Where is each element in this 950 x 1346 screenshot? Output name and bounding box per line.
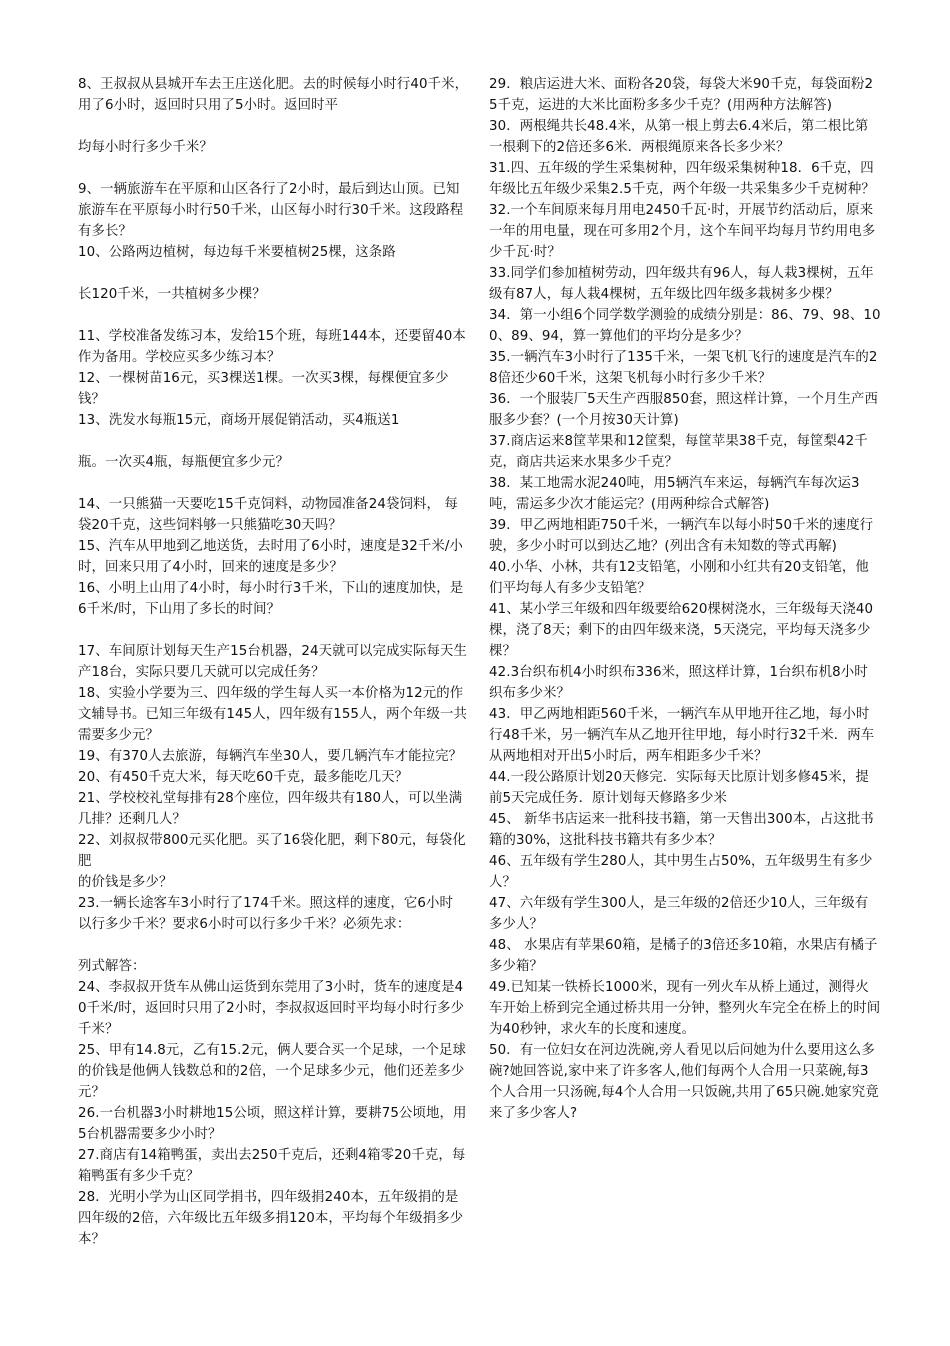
problem-22: 22、刘叔叔带800元买化肥。买了16袋化肥，剩下80元，每袋化肥 (78, 833, 466, 869)
problem-23-answer-label: 列式解答： (78, 959, 146, 974)
problem-36: 36．一个服装厂5天生产西服850套，照这样计算，一个月生产西服多少套？(一个月按30天计算) (489, 392, 878, 428)
problem-18: 18、实验小学要为三、四年级的学生每人买一本价格为12元的作文辅导书。已知三年级有145人，四年级有155人，两个年级一共需要多少元？ (78, 686, 467, 743)
problem-50: 50．有一位妇女在河边洗碗,旁人看见以后问她为什么要用这么多碗?她回答说,家中来了许多客人,他们每两个人合用一只菜碗,每3个人合用一只汤碗,每4个人合用一只饭碗,共用了65只碗.她家究竟来了多少客人? (489, 1043, 879, 1121)
problem-10-continued: 长120千米，一共植树多少棵？ (78, 287, 266, 302)
problem-39: 39．甲乙两地相距750千米，一辆汽车以每小时50千米的速度行驶，多少小时可以到达乙地？(列出含有未知数的等式再解) (489, 518, 874, 554)
right-column (489, 74, 881, 1124)
problem-17: 17、车间原计划每天生产15台机器，24天就可以完成实际每天生产18台，实际只要几天就可以完成任务？ (78, 644, 467, 680)
problem-8: 8、王叔叔从县城开车去王庄送化肥。去的时候每小时行40千米，用了6小时，返回时只用了5小时。返回时平 (78, 77, 469, 113)
problem-44: 44.一段公路原计划20天修完．实际每天比原计划多修45米，提前5天完成任务．原计划每天修路多少米 (489, 770, 869, 806)
problem-26: 26.一台机器3小时耕地15公顷，照这样计算，要耕75公顷地，用5台机器需要多少小时？ (78, 1106, 467, 1142)
problem-9: 9、一辆旅游车在平原和山区各行了2小时，最后到达山顶。已知旅游车在平原每小时行50千米，山区每小时行30千米。这段路程有多长？ (78, 182, 464, 239)
problem-47: 47、六年级有学生300人，是三年级的2倍还少10人，三年级有多少人？ (489, 896, 869, 932)
problem-45: 45、 新华书店运来一批科技书籍，第一天售出300本，占这批书籍的30%，这批科技书籍共有多少本？ (489, 812, 874, 848)
problem-35: 35.一辆汽车3小时行了135千米，一架飞机飞行的速度是汽车的28倍还少60千米，这架飞机每小时行多少千米？ (489, 350, 878, 386)
problem-34: 34．第一小组6个同学数学测验的成绩分别是：86、79、98、100、89、94，算一算他们的平均分是多少？ (489, 308, 881, 344)
problem-25: 25、甲有14.8元，乙有15.2元，俩人要合买一个足球，一个足球的价钱是他俩人钱数总和的2倍，一个足球多少元，他们还差多少元？ (78, 1043, 466, 1100)
problem-20: 20、有450千克大米，每天吃60千克，最多能吃几天？ (78, 770, 409, 785)
problem-30: 30．两根绳共长48.4米，从第一根上剪去6.4米后，第二根比第一根剩下的2倍还多6米．两根绳原来各长多少米？ (489, 119, 869, 155)
problem-43: 43．甲乙两地相距560千米，一辆汽车从甲地开往乙地，每小时行48千米，另一辆汽车从乙地开往甲地，每小时行32千米．两车从两地相对开出5小时后，两车相距多少千米？ (489, 707, 875, 764)
problem-21: 21、学校校礼堂每排有28个座位，四年级共有180人，可以坐满几排？还剩几人？ (78, 791, 463, 827)
problem-24: 24、李叔叔开货车从佛山运货到东莞用了3小时，货车的速度是40千米/时，返回时只用了2小时，李叔叔返回时平均每小时行多少千米？ (78, 980, 465, 1037)
problem-15: 15、汽车从甲地到乙地送货，去时用了6小时，速度是32千米/小时，回来只用了4小时，回来的速度是多少？ (78, 539, 463, 575)
problem-33: 33.同学们参加植树劳动，四年级共有96人，每人栽3棵树，五年级有87人，每人栽4棵树，五年级比四年级多栽树多少棵？ (489, 266, 874, 302)
problem-28: 28．光明小学为山区同学捐书，四年级捐240本，五年级捐的是 四年级的2倍，六年级比五年级多捐120本，平均每个年级捐多少本？ (78, 1190, 464, 1247)
problem-23-continued: 以行多少千米？要求6小时可以行多少千米？必须先求： (78, 917, 411, 932)
problem-48: 48、 水果店有苹果60箱，是橘子的3倍还多10箱，水果店有橘子多少箱？ (489, 938, 878, 974)
problem-23: 23.一辆长途客车3小时行了174千米。照这样的速度，它6小时 (78, 896, 453, 911)
problem-41: 41、某小学三年级和四年级要给620棵树浇水，三年级每天浇40棵，浇了8天；剩下的由四年级来浇，5天浇完，平均每天浇多少棵？ (489, 602, 874, 659)
problem-19: 19、有370人去旅游，每辆汽车坐30人，要几辆汽车才能拉完？ (78, 749, 463, 764)
problem-38: 38．某工地需水泥240吨，用5辆汽车来运，每辆汽车每次运3吨，需运多少次才能运完？(用两种综合式解答) (489, 476, 860, 512)
problem-16: 16、小明上山用了4小时，每小时行3千米，下山的速度加快，是6千米/时，下山用了多长的时间？ (78, 581, 464, 617)
problem-32: 32.一个车间原来每月用电2450千瓦·时，开展节约活动后，原来一年的用电量，现在可多用2个月，这个车间平均每月节约用电多少千瓦·时？ (489, 203, 876, 260)
problem-11: 11、学校准备发练习本，发给15个班，每班144本，还要留40本作为备用。学校应买多少练习本？ (78, 329, 466, 365)
left-column (78, 74, 470, 1250)
problem-31: 31.四、五年级的学生采集树种，四年级采集树种18．6千克，四年级比五年级少采集2.5千克，两个年级一共采集多少千克树种？ (489, 161, 875, 197)
problem-37: 37.商店运来8筐苹果和12筐梨，每筐苹果38千克，每筐梨42千克，商店共运来水果多少千克？ (489, 434, 868, 470)
problem-27: 27.商店有14箱鸭蛋，卖出去250千克后，还剩4箱零20千克，每箱鸭蛋有多少千克？ (78, 1148, 466, 1184)
problem-14: 14、一只熊猫一天要吃15千克饲料，动物园准备24袋饲料， 每袋20千克，这些饲料够一只熊猫吃30天吗？ (78, 497, 458, 533)
problem-22-continued: 的价钱是多少？ (78, 875, 173, 890)
problem-42: 42.3台织布机4小时织布336米，照这样计算，1台织布机8小时织布多少米？ (489, 665, 868, 701)
problem-8-continued: 均每小时行多少千米？ (78, 140, 213, 155)
problem-46: 46、五年级有学生280人，其中男生占50%，五年级男生有多少人？ (489, 854, 873, 890)
problem-49: 49.已知某一铁桥长1000米，现有一列火车从桥上通过，测得火车开始上桥到完全通过桥共用一分钟，整列火车完全在桥上的时间为40秒钟，求火车的长度和速度。 (489, 980, 881, 1037)
problem-29: 29．粮店运进大米、面粉各20袋，每袋大米90千克，每袋面粉25千克，运进的大米比面粉多多少千克？(用两种方法解答) (489, 77, 874, 113)
problem-40: 40.小华、小林，共有12支铅笔，小刚和小红共有20支铅笔，他们平均每人有多少支铅笔？ (489, 560, 869, 596)
problem-13: 13、洗发水每瓶15元，商场开展促销活动，买4瓶送1 (78, 413, 400, 428)
problem-10: 10、公路两边植树，每边每千米要植树25棵，这条路 (78, 245, 396, 260)
problem-13-continued: 瓶。一次买4瓶，每瓶便宜多少元？ (78, 455, 289, 470)
problem-12: 12、一棵树苗16元，买3棵送1棵。一次买3棵，每棵便宜多少钱？ (78, 371, 449, 407)
